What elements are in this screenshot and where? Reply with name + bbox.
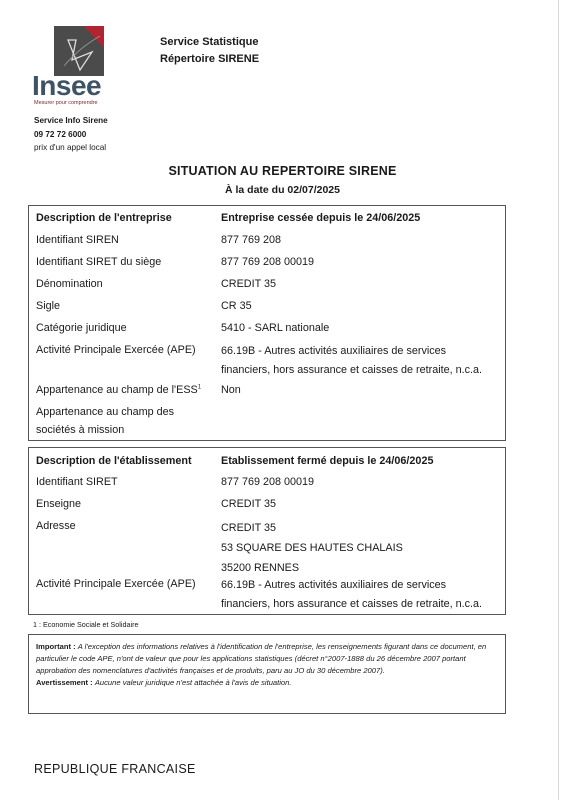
ess-label-wrap <box>36 382 216 398</box>
document-date: À la date du 02/07/2025 <box>225 184 340 196</box>
siren-label: Identifiant SIREN <box>36 234 119 246</box>
ape-value-line-2: financiers, hors assurance et caisses de retraite, n.c.a. <box>221 364 483 376</box>
logo-wordmark: Insee <box>32 70 102 101</box>
sigle-label: Sigle <box>36 300 61 312</box>
adresse-label: Adresse <box>36 520 76 532</box>
service-info-title: Service Info Sirene <box>34 116 108 125</box>
ape-value <box>221 342 501 380</box>
etablissement-status: Etablissement fermé depuis le 24/06/2025 <box>221 455 434 467</box>
siret-value: 877 769 208 00019 <box>221 476 315 488</box>
ess-value: Non <box>221 384 241 396</box>
ape-label: Activité Principale Exercée (APE) <box>36 344 196 356</box>
mission-label-line-2: sociétés à mission <box>36 424 125 436</box>
enseigne-value: CREDIT 35 <box>221 498 277 510</box>
denomination-value: CREDIT 35 <box>221 278 277 290</box>
entreprise-heading-label: Description de l'entreprise <box>36 212 172 224</box>
etab-ape-line-1: 66.19B - Autres activités auxiliaires de services <box>221 579 447 591</box>
entreprise-section <box>28 205 506 441</box>
ess-label: Appartenance au champ de l'ESS <box>36 384 198 396</box>
siren-value: 877 769 208 <box>221 234 282 246</box>
entreprise-status: Entreprise cessée depuis le 24/06/2025 <box>221 212 421 224</box>
service-info-note: prix d'un appel local <box>34 143 107 152</box>
legal-notice <box>28 634 506 714</box>
enseigne-label: Enseigne <box>36 498 82 510</box>
categorie-label: Catégorie juridique <box>36 322 127 334</box>
document-title: SITUATION AU REPERTOIRE SIRENE <box>168 164 397 178</box>
siret-siege-label: Identifiant SIRET du siège <box>36 256 162 268</box>
service-line-1: Service Statistique <box>160 36 259 48</box>
etablissement-section <box>28 447 506 615</box>
scan-edge-line <box>558 0 559 800</box>
ess-footnote-ref: 1 <box>197 384 202 391</box>
logo-emblem <box>54 26 104 76</box>
logo-tagline: Mesurer pour comprendre <box>34 100 98 106</box>
service-info-block <box>34 114 108 155</box>
service-line-2: Répertoire SIRENE <box>160 53 260 65</box>
important-paragraph <box>36 641 498 677</box>
warning-paragraph <box>36 677 498 689</box>
warning-text: Aucune valeur juridique n'est attachée à l'avis de situation. <box>94 678 292 687</box>
adresse-value <box>221 518 501 578</box>
etablissement-heading-label: Description de l'établissement <box>36 455 192 467</box>
adresse-line-2: 53 SQUARE DES HAUTES CHALAIS <box>221 542 403 554</box>
categorie-value: 5410 - SARL nationale <box>221 322 330 334</box>
adresse-line-3: 35200 RENNES <box>221 562 300 574</box>
mission-label <box>36 403 216 439</box>
important-label: Important : <box>36 642 76 651</box>
siret-siege-value: 877 769 208 00019 <box>221 256 315 268</box>
etab-ape-line-2: financiers, hors assurance et caisses de retraite, n.c.a. <box>221 598 483 610</box>
ess-footnote: 1 : Economie Sociale et Solidaire <box>33 620 139 629</box>
service-info-phone: 09 72 72 6000 <box>34 129 87 139</box>
logo-emblem-graphic <box>54 26 104 76</box>
insee-logo <box>32 26 112 108</box>
ape-value-line-1: 66.19B - Autres activités auxiliaires de services <box>221 345 447 357</box>
warning-label: Avertissement : <box>36 678 93 687</box>
etab-ape-value <box>221 576 501 614</box>
siret-label: Identifiant SIRET <box>36 476 118 488</box>
sigle-value: CR 35 <box>221 300 252 312</box>
etab-ape-label: Activité Principale Exercée (APE) <box>36 578 196 590</box>
important-text: A l'exception des informations relatives à l'identification de l'entreprise, les renseignements figurant dans ce document, en particulier le code APE, n'ont de valeur que pour les applications statistiques (décret n°2007-1888 du 26 décembre 2007 portant approbation des nomenclatures d'activités françaises et de produits, paru au JO du 30 décembre 2007). <box>36 642 487 675</box>
republique-footer: REPUBLIQUE FRANCAISE <box>34 762 196 776</box>
mission-label-line-1: Appartenance au champ des <box>36 406 175 418</box>
adresse-line-1: CREDIT 35 <box>221 522 277 534</box>
denomination-label: Dénomination <box>36 278 103 290</box>
service-heading <box>160 34 259 68</box>
